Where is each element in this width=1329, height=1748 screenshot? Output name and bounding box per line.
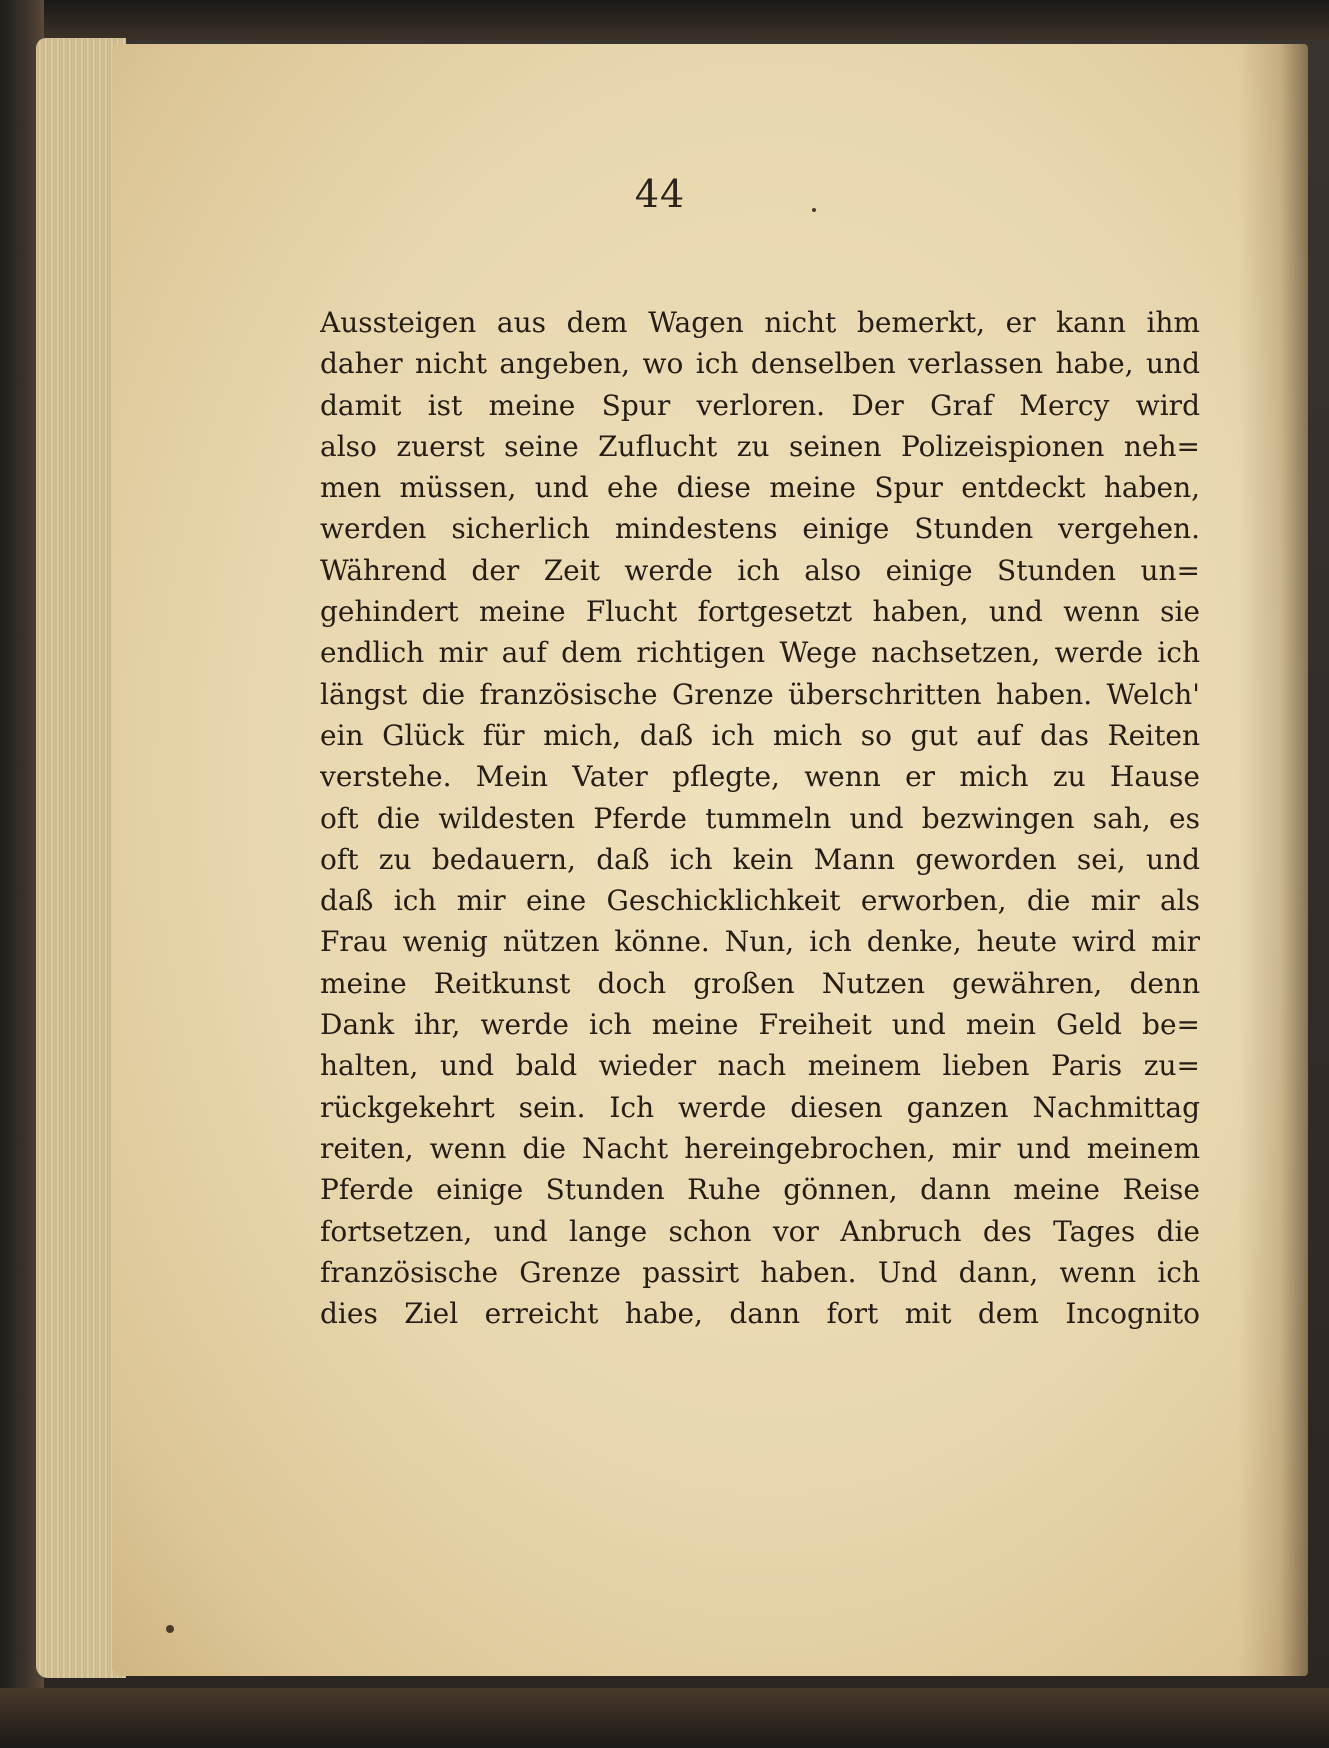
text-line: Aussteigen aus dem Wagen nicht bemerkt, er kann ihm [320, 306, 1200, 339]
text-line: daher nicht angeben, wo ich denselben verlassen habe, und [320, 347, 1200, 381]
text-line: werden sicherlich mindestens einige Stunden vergehen. [320, 512, 1200, 546]
book-cover-bottom [0, 1688, 1329, 1748]
text-line: Pferde einige Stunden Ruhe gönnen, dann meine Reise [320, 1173, 1200, 1207]
text-line: fortsetzen, und lange schon vor Anbruch des Tages die [320, 1214, 1200, 1248]
text-line: reiten, wenn die Nacht hereingebrochen, mir und meinem [320, 1131, 1200, 1165]
text-line: Frau wenig nützen könne. Nun, ich denke, heute wird mir [320, 925, 1200, 959]
text-line: also zuerst seine Zuflucht zu seinen Polizeispionen neh= [320, 429, 1200, 463]
ink-speck [812, 208, 816, 212]
text-line: dies Ziel erreicht habe, dann fort mit dem Incognito [320, 1297, 1200, 1331]
text-line: Dank ihr, werde ich meine Freiheit und mein Geld be= [320, 1008, 1200, 1042]
text-line: rückgekehrt sein. Ich werde diesen ganzen Nachmittag [320, 1090, 1200, 1124]
text-line: Während der Zeit werde ich also einige Stunden un= [320, 553, 1200, 587]
text-line: oft die wildesten Pferde tummeln und bezwingen sah, es [320, 801, 1200, 835]
text-line: oft zu bedauern, daß ich kein Mann geworden sei, und [320, 842, 1200, 876]
page-body-text [320, 302, 1200, 1334]
text-line: halten, und bald wieder nach meinem lieben Paris zu= [320, 1049, 1200, 1083]
text-line: französische Grenze passirt haben. Und dann, wenn ich [320, 1255, 1200, 1289]
text-line: ein Glück für mich, daß ich mich so gut auf das Reiten [320, 718, 1200, 752]
text-line: gehindert meine Flucht fortgesetzt haben, und wenn sie [320, 595, 1200, 629]
gutter-shadow [1238, 44, 1308, 1676]
text-line: damit ist meine Spur verloren. Der Graf Mercy wird [320, 388, 1200, 422]
book-cover-top [0, 0, 1329, 40]
text-line: meine Reitkunst doch großen Nutzen gewähren, denn [320, 966, 1200, 1000]
text-line: längst die französische Grenze überschritten haben. Welch' [320, 677, 1200, 711]
text-line: verstehe. Mein Vater pflegte, wenn er mich zu Hause [320, 760, 1200, 794]
page-number: 44 [634, 172, 686, 216]
ink-speck [166, 1625, 174, 1633]
text-line: men müssen, und ehe diese meine Spur entdeckt haben, [320, 471, 1200, 505]
text-line: daß ich mir eine Geschicklichkeit erworben, die mir als [320, 884, 1200, 918]
text-line: endlich mir auf dem richtigen Wege nachsetzen, werde ich [320, 636, 1200, 670]
